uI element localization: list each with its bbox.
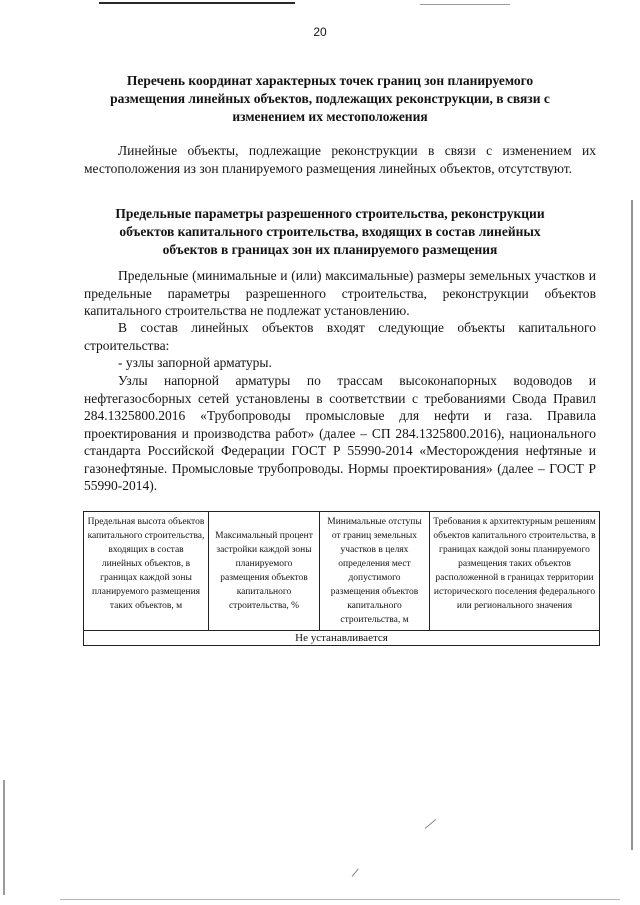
heading-construction-limits: Предельные параметры разрешенного строительства, реконструкции объектов капитального строительства, входящих в состав линейных объектов в границах зон их планируемого размещения xyxy=(115,206,545,257)
table-header-cell: Минимальные отступы от границ земельных участков в целях определения мест допустимого размещения объектов капитального строительства, м xyxy=(320,512,430,631)
heading-coordinates: Перечень координат характерных точек границ зон планируемого размещения линейных объектов, подлежащих реконструкции, в связи с изменением их местоположения xyxy=(110,73,550,124)
scan-artifact-bottom xyxy=(60,899,620,900)
scan-artifact-left-edge xyxy=(3,780,5,895)
table-header-cell: Максимальный процент застройки каждой зоны планируемого размещения объектов капитального строительства, % xyxy=(209,512,320,631)
scan-artifact-top-right xyxy=(420,4,510,5)
pen-mark xyxy=(352,869,359,877)
limits-table xyxy=(83,511,600,646)
paragraph-no-reconstruction: Линейные объекты, подлежащие реконструкции в связи с изменением их местоположения из зон планируемого размещения линейных объектов, отсутствуют. xyxy=(84,143,596,176)
table-header-cell: Предельная высота объектов капитального строительства, входящих в состав линейных объектов, в границах каждой зоны планируемого размещения таких объектов, м xyxy=(84,512,209,631)
page-number: 20 xyxy=(313,25,327,39)
table-row xyxy=(84,631,600,646)
table-header-row xyxy=(84,512,600,631)
paragraph-objects-list-intro: В состав линейных объектов входят следующие объекты капитального строительства: xyxy=(84,320,596,353)
paragraph-valve-units: - узлы запорной арматуры. xyxy=(118,355,272,370)
paragraph-limits-not-set: Предельные (минимальные и (или) максимальные) размеры земельных участков и предельные параметры разрешенного строительства, реконструкции объектов капитального строительства не подлежат установлению. xyxy=(84,268,596,318)
pen-mark xyxy=(425,819,436,829)
scan-artifact-right-edge xyxy=(631,200,633,850)
table-header-cell: Требования к архитектурным решениям объектов капитального строительства, в границах каждой зоны планируемого размещения таких объектов расположенной в границах территории исторического поселения федерального или регионального значения xyxy=(430,512,600,631)
scan-artifact-top xyxy=(99,2,295,4)
table-note-cell: Не устанавливается xyxy=(84,631,600,646)
paragraph-standards: Узлы напорной арматуры по трассам высоконапорных водоводов и нефтегазосборных сетей установлены в соответствии с требованиями Свода Правил 284.1325800.2016 «Трубопроводы промысловые для нефти и газа. Правила проектирования и производства работ» (далее – СП 284.1325800.2016), национального стандарта Российской Федерации ГОСТ Р 55990-2014 «Месторождения нефтяные и газонефтяные. Промысловые трубопроводы. Нормы проектирования» (далее – ГОСТ Р 55990-2014). xyxy=(84,373,596,493)
